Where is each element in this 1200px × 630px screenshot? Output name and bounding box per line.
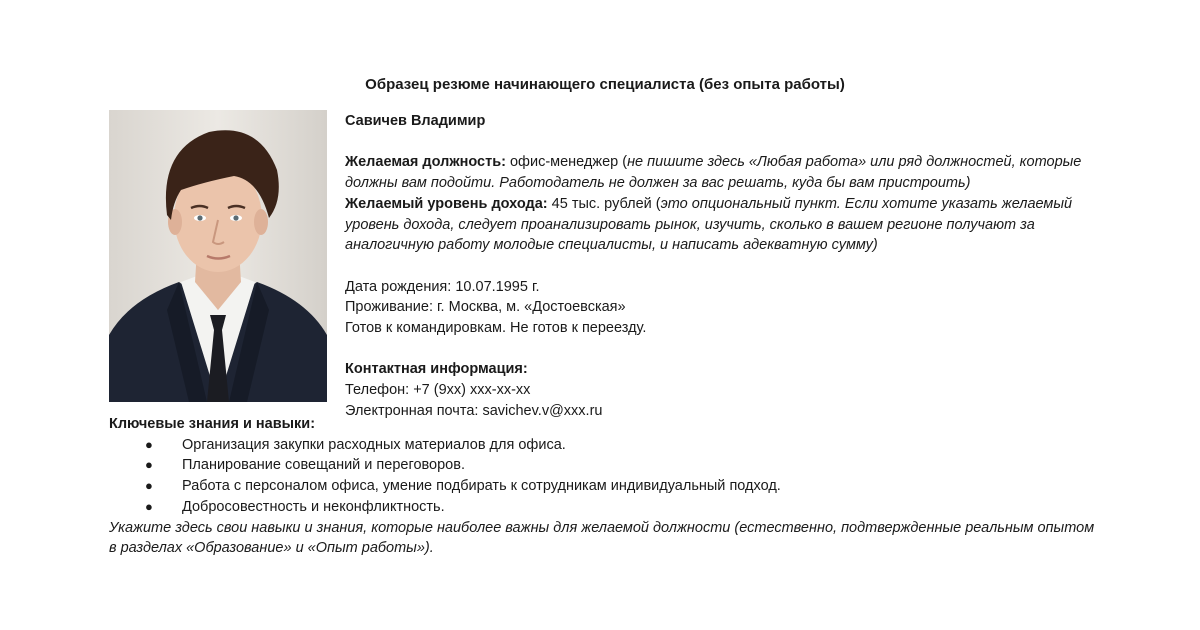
- desired-position: [345, 152, 1105, 193]
- bullet-icon: ●: [145, 498, 153, 514]
- residence: Проживание: г. Москва, м. «Достоевская»: [345, 299, 626, 316]
- list-item: [109, 497, 1099, 518]
- resume-header-section: [345, 111, 1105, 422]
- desired-position-label: Желаемая должность:: [345, 154, 506, 171]
- bullet-icon: ●: [145, 478, 153, 494]
- birth-date: Дата рождения: 10.07.1995 г.: [345, 278, 540, 295]
- document-title: Образец резюме начинающего специалиста (без опыта работы): [365, 76, 845, 93]
- bullet-icon: ●: [145, 457, 153, 473]
- contacts-heading: Контактная информация:: [345, 361, 528, 378]
- desired-salary-label: Желаемый уровень дохода:: [345, 195, 548, 212]
- skill-text: Организация закупки расходных материалов для офиса.: [182, 436, 566, 453]
- desired-position-value: офис-менеджер (: [509, 154, 628, 171]
- list-item: [109, 476, 1099, 497]
- skills-heading: Ключевые знания и навыки:: [109, 416, 316, 432]
- contact-email: Электронная почта: savichev.v@xxx.ru: [345, 402, 603, 419]
- desired-salary: [345, 194, 1105, 256]
- travel-readiness: Готов к командировкам. Не готов к переезду.: [345, 320, 647, 336]
- skills-section: [109, 414, 1099, 559]
- contact-phone: Телефон: +7 (9хх) ххх-хх-хх: [345, 382, 531, 399]
- candidate-name: Савичев Владимир: [345, 113, 486, 129]
- skills-note: Укажите здесь свои навыки и знания, которые наиболее важны для желаемой должности (естественно, подтвержденные реальным опытом в разделах «Образование» и «Опыт работы»).: [109, 519, 1095, 557]
- skills-list: [109, 435, 1099, 518]
- skill-text: Добросовестность и неконфликтность.: [182, 498, 445, 515]
- bullet-icon: ●: [145, 436, 153, 452]
- candidate-photo: [109, 110, 327, 402]
- desired-position-hint: не пишите здесь «Любая работа» или ряд должностей, которые должны вам подойти. Работодатель не должен за вас решать, куда бы вам пристроить): [345, 154, 1082, 192]
- desired-salary-hint: это опциональный пункт. Если хотите указать желаемый уровень дохода, следует проанализировать рынок, изучить, сколько в вашем регионе получают за аналогичную работу молодые специалисты, и написать адекватную сумму): [345, 195, 1073, 254]
- list-item: [109, 435, 1099, 456]
- skill-text: Планирование совещаний и переговоров.: [182, 457, 465, 474]
- list-item: [109, 455, 1099, 476]
- desired-salary-value: 45 тыс. рублей (: [551, 195, 661, 212]
- skill-text: Работа с персоналом офиса, умение подбирать к сотрудникам индивидуальный подход.: [182, 478, 781, 495]
